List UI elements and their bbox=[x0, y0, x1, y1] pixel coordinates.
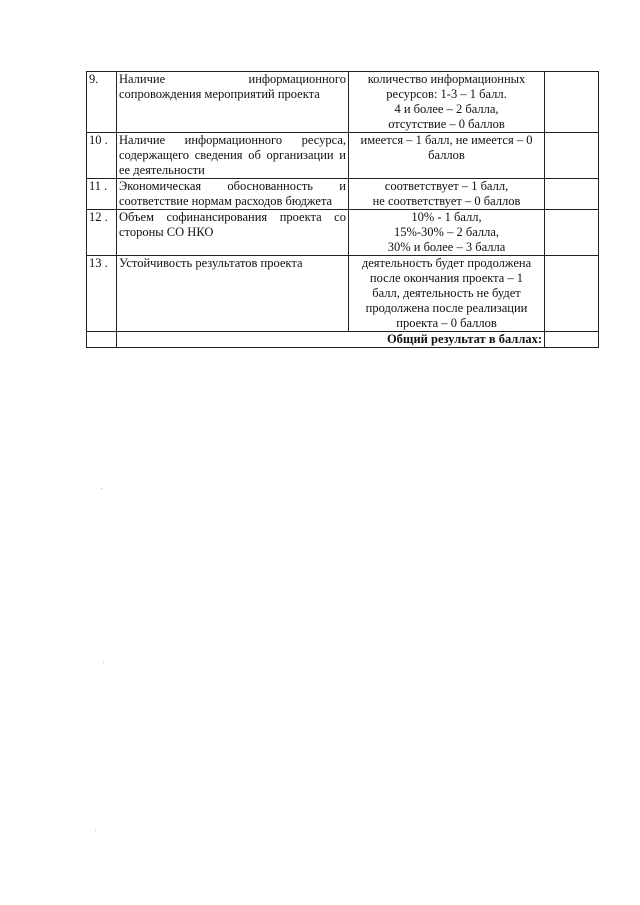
score-line: деятельность будет продолжена bbox=[361, 256, 532, 270]
score-line: продолжена после реализации bbox=[365, 301, 528, 315]
score-line: проекта – 0 баллов bbox=[396, 316, 497, 330]
scoring-rule bbox=[349, 72, 545, 133]
scoring-rule bbox=[349, 210, 545, 256]
score-cell[interactable] bbox=[545, 179, 599, 210]
criterion-line: Наличие информационного ресурса, bbox=[119, 133, 346, 147]
criterion-name bbox=[117, 179, 349, 210]
total-empty-cell bbox=[87, 332, 117, 348]
criterion-line: ее деятельности bbox=[119, 163, 205, 177]
scoring-rule bbox=[349, 256, 545, 332]
score-line: 4 и более – 2 балла, bbox=[394, 102, 499, 116]
scoring-rule bbox=[349, 133, 545, 179]
score-line: не соответствует – 0 баллов bbox=[372, 194, 521, 208]
row-number: 12 . bbox=[87, 210, 117, 256]
total-row bbox=[87, 332, 599, 348]
score-line: имеется – 1 балл, не имеется – 0 bbox=[360, 133, 533, 147]
score-cell[interactable] bbox=[545, 210, 599, 256]
row-number: 10 . bbox=[87, 133, 117, 179]
score-line: соответствует – 1 балл, bbox=[384, 179, 509, 193]
score-line: отсутствие – 0 баллов bbox=[388, 117, 505, 131]
score-line: после окончания проекта – 1 bbox=[369, 271, 524, 285]
total-label: Общий результат в баллах: bbox=[117, 332, 545, 348]
criterion-line: Экономическая обоснованность и bbox=[119, 179, 346, 193]
table-row bbox=[87, 133, 599, 179]
criterion-name bbox=[117, 72, 349, 133]
score-line: количество информационных bbox=[367, 72, 526, 86]
criterion-name bbox=[117, 256, 349, 332]
total-score-cell[interactable] bbox=[545, 332, 599, 348]
criterion-line: Наличие информационного bbox=[119, 72, 346, 86]
table-row bbox=[87, 210, 599, 256]
row-number: 9. bbox=[87, 72, 117, 133]
criterion-line: стороны СО НКО bbox=[119, 225, 214, 239]
score-line: ресурсов: 1-3 – 1 балл. bbox=[386, 87, 507, 101]
row-number: 13 . bbox=[87, 256, 117, 332]
score-line: баллов bbox=[428, 148, 465, 162]
criterion-line: содержащего сведения об организации и bbox=[119, 148, 346, 162]
score-line: балл, деятельность не будет bbox=[372, 286, 521, 300]
criterion-line: сопровождения мероприятий проекта bbox=[119, 87, 320, 101]
criterion-name bbox=[117, 133, 349, 179]
scan-speck bbox=[95, 830, 96, 831]
scoring-rule bbox=[349, 179, 545, 210]
criterion-line: соответствие нормам расходов бюджета bbox=[119, 194, 333, 208]
table-row bbox=[87, 72, 599, 133]
table-row bbox=[87, 256, 599, 332]
criterion-name bbox=[117, 210, 349, 256]
score-line: 15%-30% – 2 балла, bbox=[393, 225, 500, 239]
score-line: 30% и более – 3 балла bbox=[387, 240, 506, 254]
score-line: 10% - 1 балл, bbox=[411, 210, 482, 224]
scan-speck bbox=[101, 488, 102, 489]
scan-speck bbox=[103, 662, 104, 663]
row-number: 11 . bbox=[87, 179, 117, 210]
table-row bbox=[87, 179, 599, 210]
score-cell[interactable] bbox=[545, 133, 599, 179]
criterion-line: Объем софинансирования проекта со bbox=[119, 210, 346, 224]
score-cell[interactable] bbox=[545, 72, 599, 133]
score-cell[interactable] bbox=[545, 256, 599, 332]
criteria-table bbox=[86, 71, 599, 348]
criterion-line: Устойчивость результатов проекта bbox=[119, 256, 303, 270]
